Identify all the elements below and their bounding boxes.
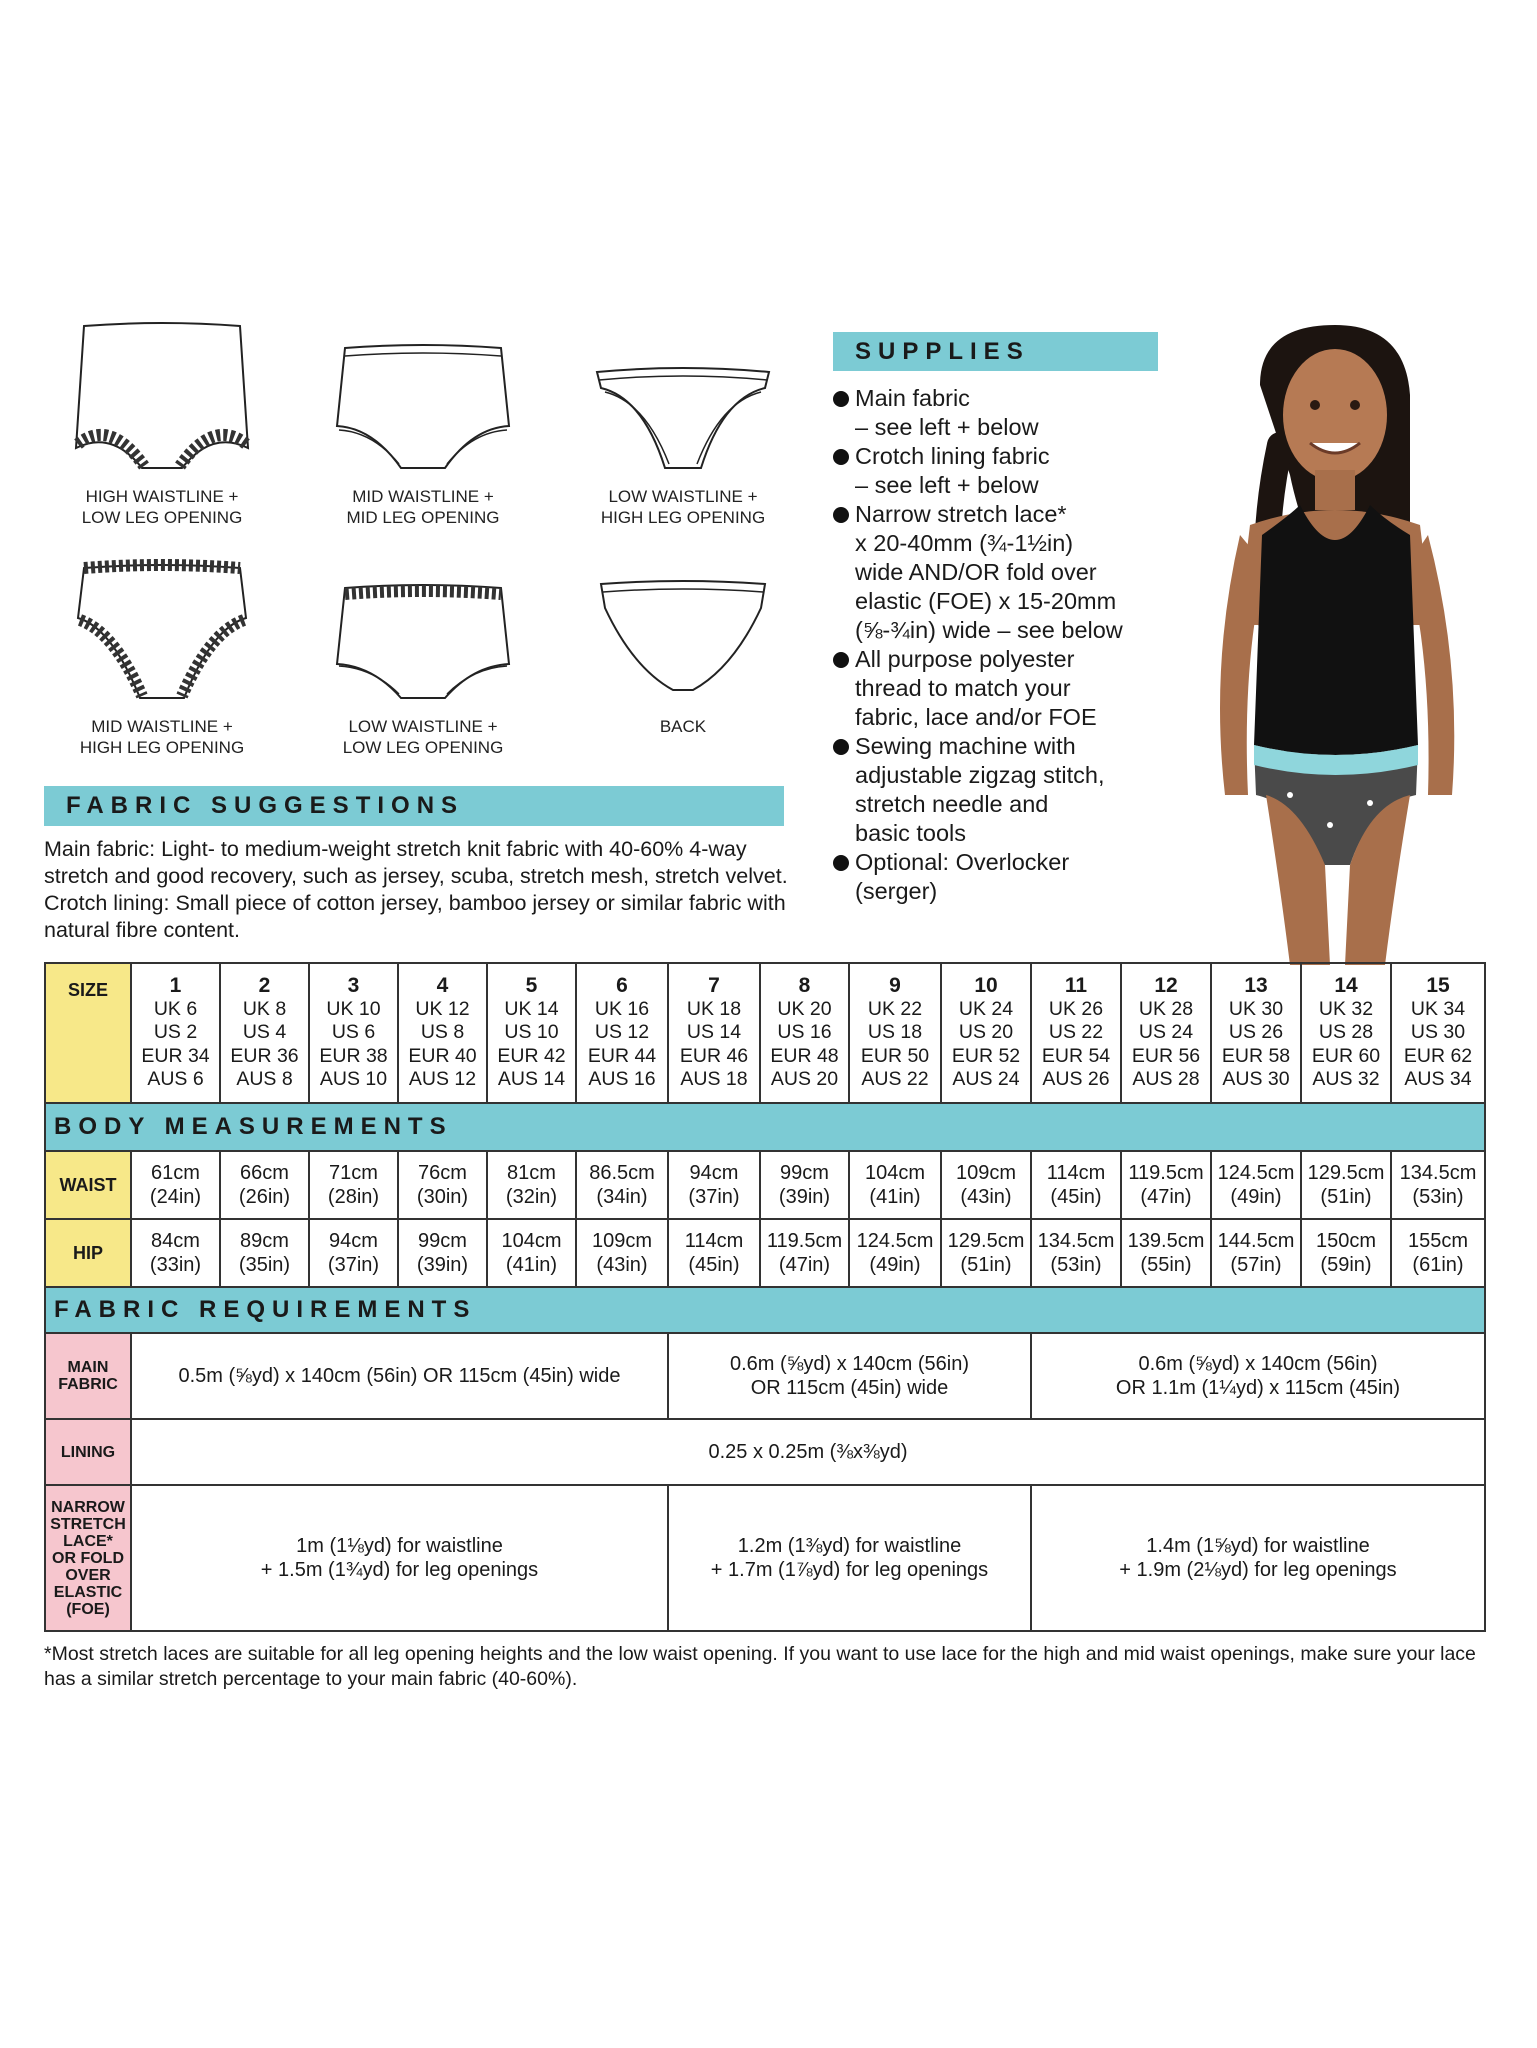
size-1: 1 UK 6 US 2 EUR 34 AUS 6 — [131, 963, 220, 1103]
flat-caption: MID WAISTLINE + HIGH LEG OPENING — [79, 717, 245, 757]
waist-cell: 76cm (30in) — [398, 1151, 487, 1219]
hip-row — [45, 1219, 1485, 1287]
size-5: 5 UK 14 US 10 EUR 42 AUS 14 — [487, 963, 576, 1103]
main-fabric-sizes-7-10: 0.6m (⅝yd) x 140cm (56in) OR 115cm (45in) wide — [668, 1333, 1031, 1419]
size-3: 3 UK 10 US 6 EUR 38 AUS 10 — [309, 963, 398, 1103]
size-15: 15 UK 34 US 30 EUR 62 AUS 34 — [1391, 963, 1485, 1103]
waist-label: WAIST — [45, 1151, 131, 1219]
hip-cell: 84cm (33in) — [131, 1219, 220, 1287]
hip-cell: 119.5cm (47in) — [760, 1219, 849, 1287]
size-8: 8 UK 20 US 16 EUR 48 AUS 20 — [760, 963, 849, 1103]
hip-cell: 134.5cm (53in) — [1031, 1219, 1121, 1287]
lace-sizes-1-6: 1m (1⅛yd) for waistline + 1.5m (1¾yd) for leg openings — [131, 1485, 668, 1631]
waist-cell: 114cm (45in) — [1031, 1151, 1121, 1219]
hip-cell: 109cm (43in) — [576, 1219, 668, 1287]
flat-caption: MID WAISTLINE + MID LEG OPENING — [346, 487, 500, 527]
size-7: 7 UK 18 US 14 EUR 46 AUS 18 — [668, 963, 760, 1103]
list-item: All purpose polyester thread to match your fabric, lace and/or FOE — [833, 645, 1173, 732]
flat-low-waist-low-leg — [313, 548, 533, 758]
fabric-requirements-title: FABRIC REQUIREMENTS — [45, 1287, 1485, 1333]
waist-cell: 119.5cm (47in) — [1121, 1151, 1211, 1219]
size-chart-table — [44, 962, 1486, 1632]
fabric-suggestions-header — [44, 786, 784, 826]
flat-low-waist-high-leg — [573, 318, 793, 528]
mid-waist-icon — [323, 318, 523, 478]
size-label: SIZE — [45, 963, 131, 1103]
size-6: 6 UK 16 US 12 EUR 44 AUS 16 — [576, 963, 668, 1103]
body-measurements-title: BODY MEASUREMENTS — [45, 1103, 1485, 1151]
hip-cell: 89cm (35in) — [220, 1219, 309, 1287]
waist-cell: 104cm (41in) — [849, 1151, 941, 1219]
model-photo — [1170, 325, 1500, 965]
size-14: 14 UK 32 US 28 EUR 60 AUS 32 — [1301, 963, 1391, 1103]
list-item: Crotch lining fabric – see left + below — [833, 442, 1173, 500]
waist-cell: 71cm (28in) — [309, 1151, 398, 1219]
body-measurements-header-row — [45, 1103, 1485, 1151]
main-fabric-row — [45, 1333, 1485, 1419]
flat-caption: HIGH WAISTLINE + LOW LEG OPENING — [81, 487, 243, 527]
lace-label: NARROW STRETCH LACE* OR FOLD OVER ELASTIC (FOE) — [45, 1485, 131, 1631]
flat-back — [573, 548, 793, 737]
back-view-icon — [583, 548, 783, 708]
footnote: *Most stretch laces are suitable for all leg opening heights and the low waist opening. If you want to use lace for the high and mid waist openings, make sure your lace has a similar stretch percentage to your main fabric (40-60%). — [44, 1643, 1476, 1690]
lace-sizes-11-15: 1.4m (1⅝yd) for waistline + 1.9m (2⅛yd) for leg openings — [1031, 1485, 1485, 1631]
mid-waist-lace-icon — [62, 548, 262, 708]
low-waist-icon — [583, 318, 783, 478]
lining-value: 0.25 x 0.25m (⅜x⅜yd) — [131, 1419, 1485, 1485]
hip-cell: 129.5cm (51in) — [941, 1219, 1031, 1287]
waist-row — [45, 1151, 1485, 1219]
hip-cell: 150cm (59in) — [1301, 1219, 1391, 1287]
high-waist-lace-icon — [62, 318, 262, 478]
flat-caption: BACK — [659, 717, 707, 736]
supplies-title: SUPPLIES — [855, 337, 1030, 365]
main-fabric-sizes-11-15: 0.6m (⅝yd) x 140cm (56in) OR 1.1m (1¼yd) x 115cm (45in) — [1031, 1333, 1485, 1419]
waist-cell: 86.5cm (34in) — [576, 1151, 668, 1219]
hip-cell: 114cm (45in) — [668, 1219, 760, 1287]
lace-row — [45, 1485, 1485, 1631]
list-item: Optional: Overlocker (serger) — [833, 848, 1173, 906]
waist-cell: 94cm (37in) — [668, 1151, 760, 1219]
list-item: Narrow stretch lace* x 20-40mm (¾-1½in) wide AND/OR fold over elastic (FOE) x 15-20mm (⅝-¾in) wide – see below — [833, 500, 1173, 645]
waist-cell: 134.5cm (53in) — [1391, 1151, 1485, 1219]
list-item: Sewing machine with adjustable zigzag stitch, stretch needle and basic tools — [833, 732, 1173, 848]
hip-cell: 155cm (61in) — [1391, 1219, 1485, 1287]
lining-label: LINING — [45, 1419, 131, 1485]
lining-row — [45, 1419, 1485, 1485]
waist-cell: 109cm (43in) — [941, 1151, 1031, 1219]
list-item: Main fabric – see left + below — [833, 384, 1173, 442]
flat-caption: LOW WAISTLINE + LOW LEG OPENING — [342, 717, 504, 757]
hip-cell: 139.5cm (55in) — [1121, 1219, 1211, 1287]
size-10: 10 UK 24 US 20 EUR 52 AUS 24 — [941, 963, 1031, 1103]
flat-mid-waist-high-leg — [52, 548, 272, 758]
waist-cell: 81cm (32in) — [487, 1151, 576, 1219]
main-fabric-label: MAIN FABRIC — [45, 1333, 131, 1419]
size-row — [45, 963, 1485, 1103]
hip-cell: 99cm (39in) — [398, 1219, 487, 1287]
size-9: 9 UK 22 US 18 EUR 50 AUS 22 — [849, 963, 941, 1103]
waist-cell: 124.5cm (49in) — [1211, 1151, 1301, 1219]
low-waist-lace-band-icon — [323, 548, 523, 708]
fabric-suggestions-title: FABRIC SUGGESTIONS — [66, 792, 465, 819]
hip-cell: 94cm (37in) — [309, 1219, 398, 1287]
main-fabric-sizes-1-6: 0.5m (⅝yd) x 140cm (56in) OR 115cm (45in) wide — [131, 1333, 668, 1419]
waist-cell: 129.5cm (51in) — [1301, 1151, 1391, 1219]
flat-mid-waist-mid-leg — [313, 318, 533, 528]
hip-cell: 124.5cm (49in) — [849, 1219, 941, 1287]
supplies-header — [833, 332, 1158, 371]
hip-cell: 104cm (41in) — [487, 1219, 576, 1287]
waist-cell: 99cm (39in) — [760, 1151, 849, 1219]
hip-label: HIP — [45, 1219, 131, 1287]
waist-cell: 66cm (26in) — [220, 1151, 309, 1219]
waist-cell: 61cm (24in) — [131, 1151, 220, 1219]
flat-high-waist-low-leg — [52, 318, 272, 528]
supplies-list — [833, 384, 1173, 906]
lace-sizes-7-10: 1.2m (1⅜yd) for waistline + 1.7m (1⅞yd) for leg openings — [668, 1485, 1031, 1631]
size-2: 2 UK 8 US 4 EUR 36 AUS 8 — [220, 963, 309, 1103]
fabric-requirements-header-row — [45, 1287, 1485, 1333]
size-4: 4 UK 12 US 8 EUR 40 AUS 12 — [398, 963, 487, 1103]
fabric-suggestions-text: Main fabric: Light- to medium-weight stretch knit fabric with 40-60% 4-way stretch and good recovery, such as jersey, scuba, stretch mesh, stretch velvet. Crotch lining: Small piece of cotton jersey, bamboo jersey or similar fabric with natural fibre content. — [44, 837, 788, 942]
size-12: 12 UK 28 US 24 EUR 56 AUS 28 — [1121, 963, 1211, 1103]
flat-caption: LOW WAISTLINE + HIGH LEG OPENING — [600, 487, 766, 527]
hip-cell: 144.5cm (57in) — [1211, 1219, 1301, 1287]
size-11: 11 UK 26 US 22 EUR 54 AUS 26 — [1031, 963, 1121, 1103]
size-13: 13 UK 30 US 26 EUR 58 AUS 30 — [1211, 963, 1301, 1103]
